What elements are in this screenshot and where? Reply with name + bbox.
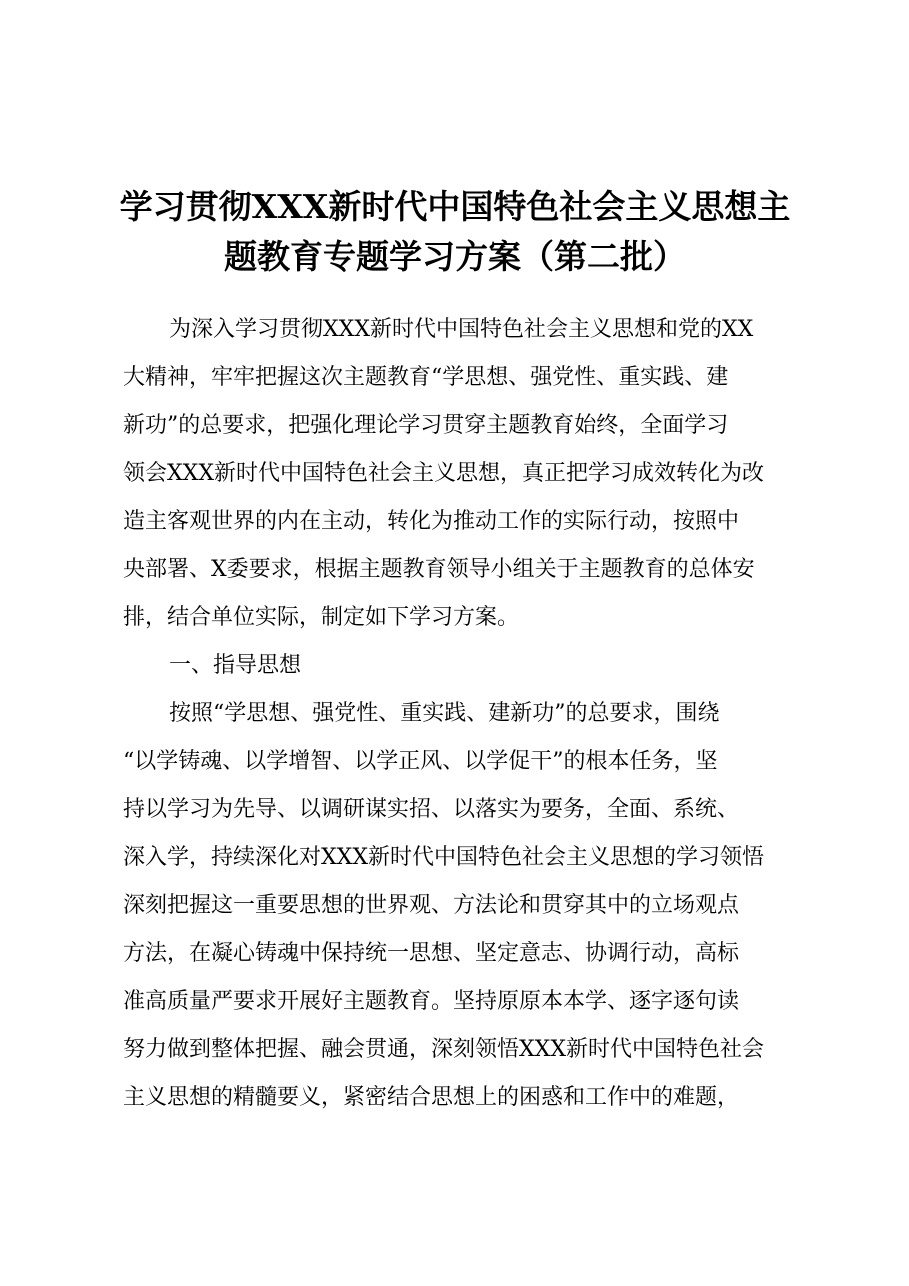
paragraph-2-line: 深入学，持续深化对XXX新时代中国特色社会主义思想的学习领悟 <box>123 845 764 870</box>
paragraph-1-line: 造主客观世界的内在主动，转化为推动工作的实际行动，按照中 <box>123 509 740 534</box>
paragraph-1-line: 排，结合单位实际，制定如下学习方案。 <box>123 605 520 630</box>
paragraph-1-line: 领会XXX新时代中国特色社会主义思想，真正把学习成效转化为改 <box>123 461 764 486</box>
paragraph-2-line: “以学铸魂、以学增智、以学正风、以学促干”的根本任务，坚 <box>123 749 718 774</box>
paragraph-2-line: 深刻把握这一重要思想的世界观、方法论和贯穿其中的立场观点 <box>123 893 740 918</box>
paragraph-2-line: 准高质量严要求开展好主题教育。坚持原原本本学、逐字逐句读 <box>123 989 740 1014</box>
paragraph-2-line: 按照“学思想、强党性、重实践、建新功”的总要求，围绕 <box>169 701 720 726</box>
paragraph-1-line: 为深入学习贯彻XXX新时代中国特色社会主义思想和党的XX <box>169 317 754 342</box>
paragraph-2-line: 持以学习为先导、以调研谋实招、以落实为要务，全面、系统、 <box>123 797 740 822</box>
document-title-line-2: 题教育专题学习方案（第二批） <box>224 237 686 276</box>
section-heading-guiding-ideology: 一、指导思想 <box>169 653 302 678</box>
paragraph-1-line: 新功”的总要求，把强化理论学习贯穿主题教育始终，全面学习 <box>123 413 729 438</box>
paragraph-2-line: 方法，在凝心铸魂中保持统一思想、坚定意志、协调行动，高标 <box>123 941 740 966</box>
document-title-line-1: 学习贯彻XXX新时代中国特色社会主义思想主 <box>119 187 791 226</box>
paragraph-1-line: 大精神，牢牢把握这次主题教育“学思想、强党性、重实践、建 <box>123 365 729 390</box>
paragraph-2-line: 努力做到整体把握、融会贯通，深刻领悟XXX新时代中国特色社会 <box>123 1037 764 1062</box>
body-content <box>123 306 823 1122</box>
paragraph-1-line: 央部署、X委要求，根据主题教育领导小组关于主题教育的总体安 <box>123 557 755 582</box>
paragraph-2-line: 主义思想的精髓要义，紧密结合思想上的困惑和工作中的难题， <box>123 1085 740 1110</box>
